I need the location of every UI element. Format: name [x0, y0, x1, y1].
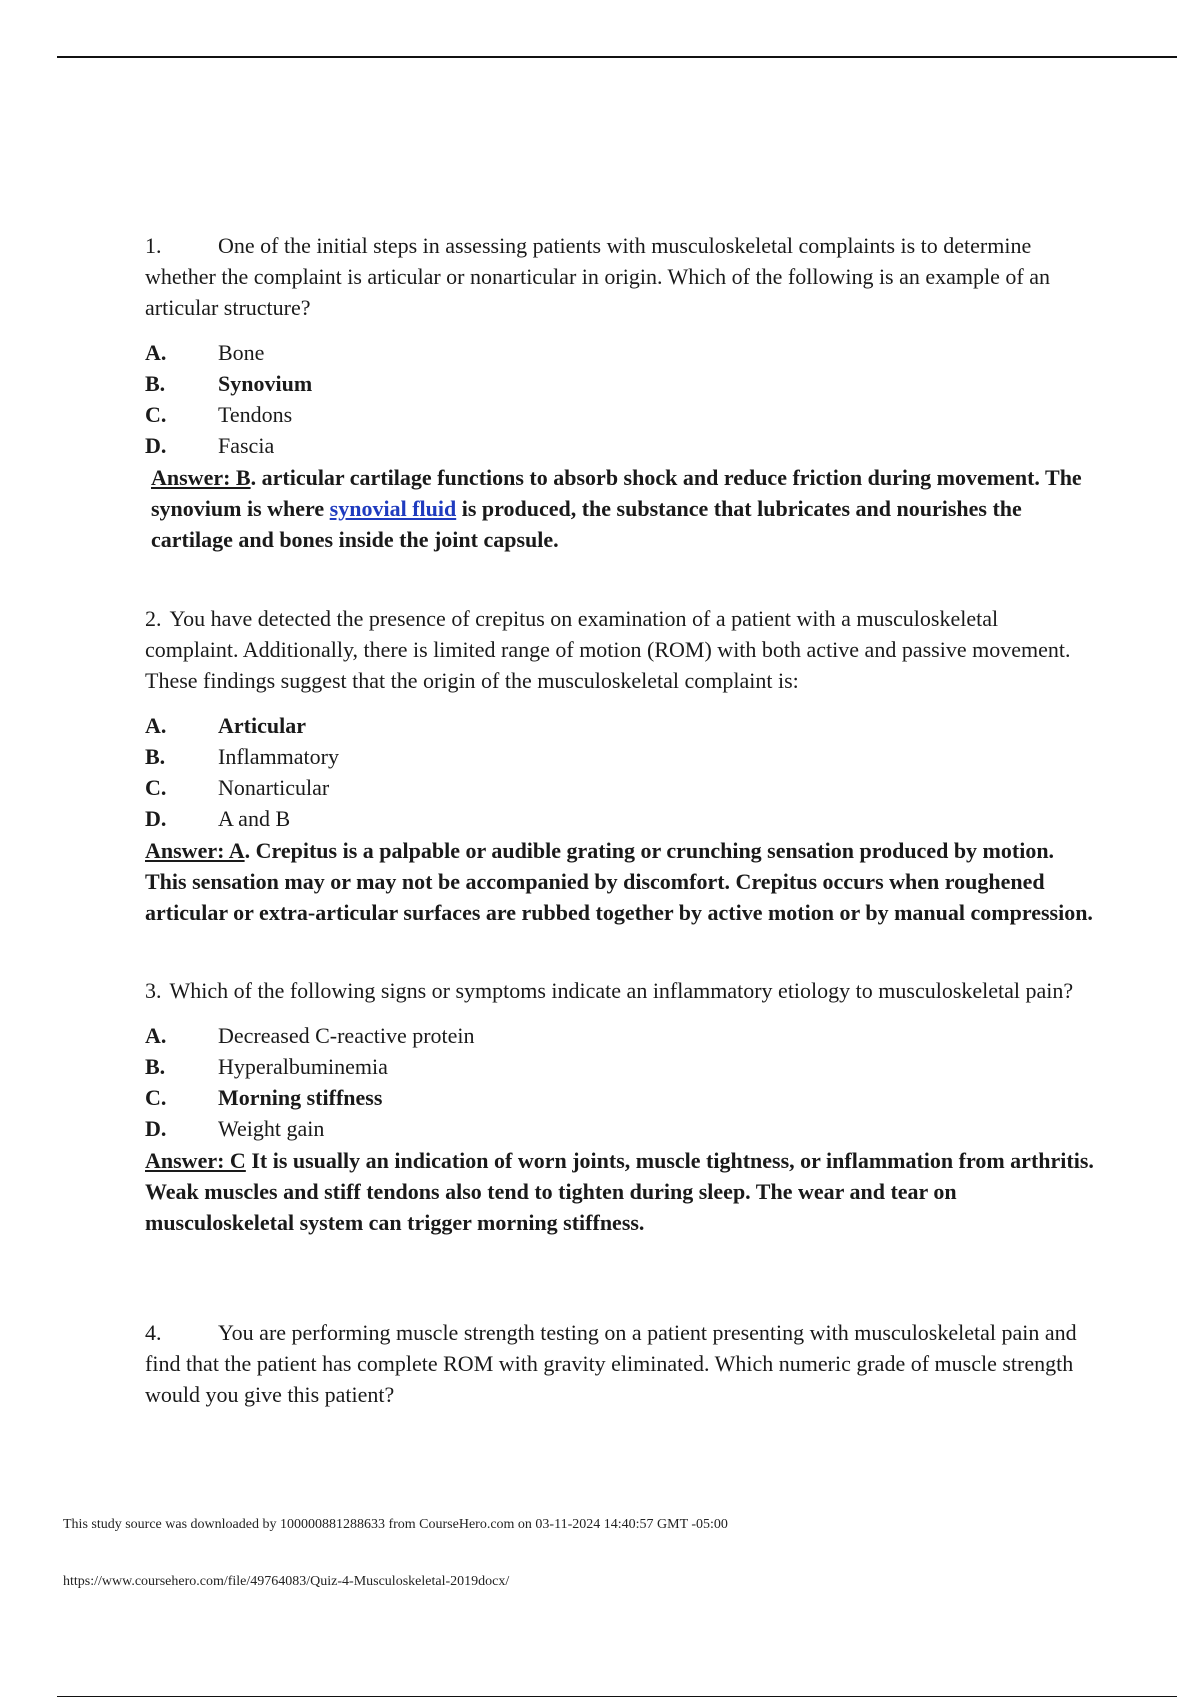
question-stem: 3. Which of the following signs or symptoms indicate an inflammatory etiology to musculoskeletal pain? — [145, 975, 1095, 1006]
answer-label: Answer: C — [145, 1148, 246, 1173]
answer-explanation: Answer: B. articular cartilage functions to absorb shock and reduce friction during movement. The synovium is where synovial fluid is produced, the substance that lubricates and nourishes the cartilage and bones inside the joint capsule. — [151, 465, 1082, 552]
synovial-fluid-link[interactable]: synovial fluid — [329, 496, 457, 521]
question-4 — [145, 1317, 1095, 1410]
question-number: 4. — [145, 1320, 162, 1345]
options-list — [145, 337, 1095, 461]
top-rule — [57, 56, 1177, 58]
option-b: B. Hyperalbuminemia — [145, 1054, 388, 1079]
answer-label: Answer: A — [145, 838, 245, 863]
option-c: C. Nonarticular — [145, 775, 330, 800]
option-a: A. Decreased C-reactive protein — [145, 1023, 475, 1048]
bottom-rule — [57, 1696, 1177, 1697]
answer-explanation: Answer: A. Crepitus is a palpable or audible grating or crunching sensation produced by motion. This sensation may or may not be accompanied by discomfort. Crepitus occurs when roughened articular or extra-articular surfaces are rubbed together by active motion or by manual compression. — [145, 838, 1093, 925]
question-2 — [145, 603, 1095, 928]
question-number: 3. — [145, 978, 162, 1003]
question-stem: 4. You are performing muscle strength testing on a patient presenting with musculoskeletal pain and find that the patient has complete ROM with gravity eliminated. Which numeric grade of muscle strength would you give this patient? — [145, 1317, 1095, 1410]
options-list — [145, 710, 1095, 834]
option-a: A. Articular — [145, 713, 306, 738]
options-list — [145, 1020, 1095, 1144]
option-b: B. Synovium — [145, 371, 313, 396]
question-number: 2. — [145, 606, 162, 631]
source-url[interactable]: https://www.coursehero.com/file/49764083/Quiz-4-Musculoskeletal-2019docx/ — [63, 1574, 510, 1589]
option-c: C. Morning stiffness — [145, 1085, 383, 1110]
question-3 — [145, 975, 1095, 1238]
answer-label: Answer: B — [151, 465, 251, 490]
download-notice: This study source was downloaded by 100000881288633 from CourseHero.com on 03-11-2024 14:40:57 GMT -05:00 — [63, 1517, 728, 1532]
option-d: D. A and B — [145, 806, 291, 831]
question-number: 1. — [145, 233, 162, 258]
question-stem: 2. You have detected the presence of crepitus on examination of a patient with a musculoskeletal complaint. Additionally, there is limited range of motion (ROM) with both active and passive movement. These findings suggest that the origin of the musculoskeletal complaint is: — [145, 603, 1095, 696]
question-1 — [145, 230, 1095, 555]
option-c: C. Tendons — [145, 402, 293, 427]
question-stem: 1. One of the initial steps in assessing patients with musculoskeletal complaints is to determine whether the complaint is articular or nonarticular in origin. Which of the following is an example of an articular structure? — [145, 230, 1095, 323]
answer-explanation: Answer: C It is usually an indication of worn joints, muscle tightness, or inflammation from arthritis. Weak muscles and stiff tendons also tend to tighten during sleep. The wear and tear on musculoskeletal system can trigger morning stiffness. — [145, 1148, 1094, 1235]
option-a: A. Bone — [145, 340, 265, 365]
option-b: B. Inflammatory — [145, 744, 339, 769]
option-d: D. Fascia — [145, 433, 275, 458]
option-d: D. Weight gain — [145, 1116, 325, 1141]
